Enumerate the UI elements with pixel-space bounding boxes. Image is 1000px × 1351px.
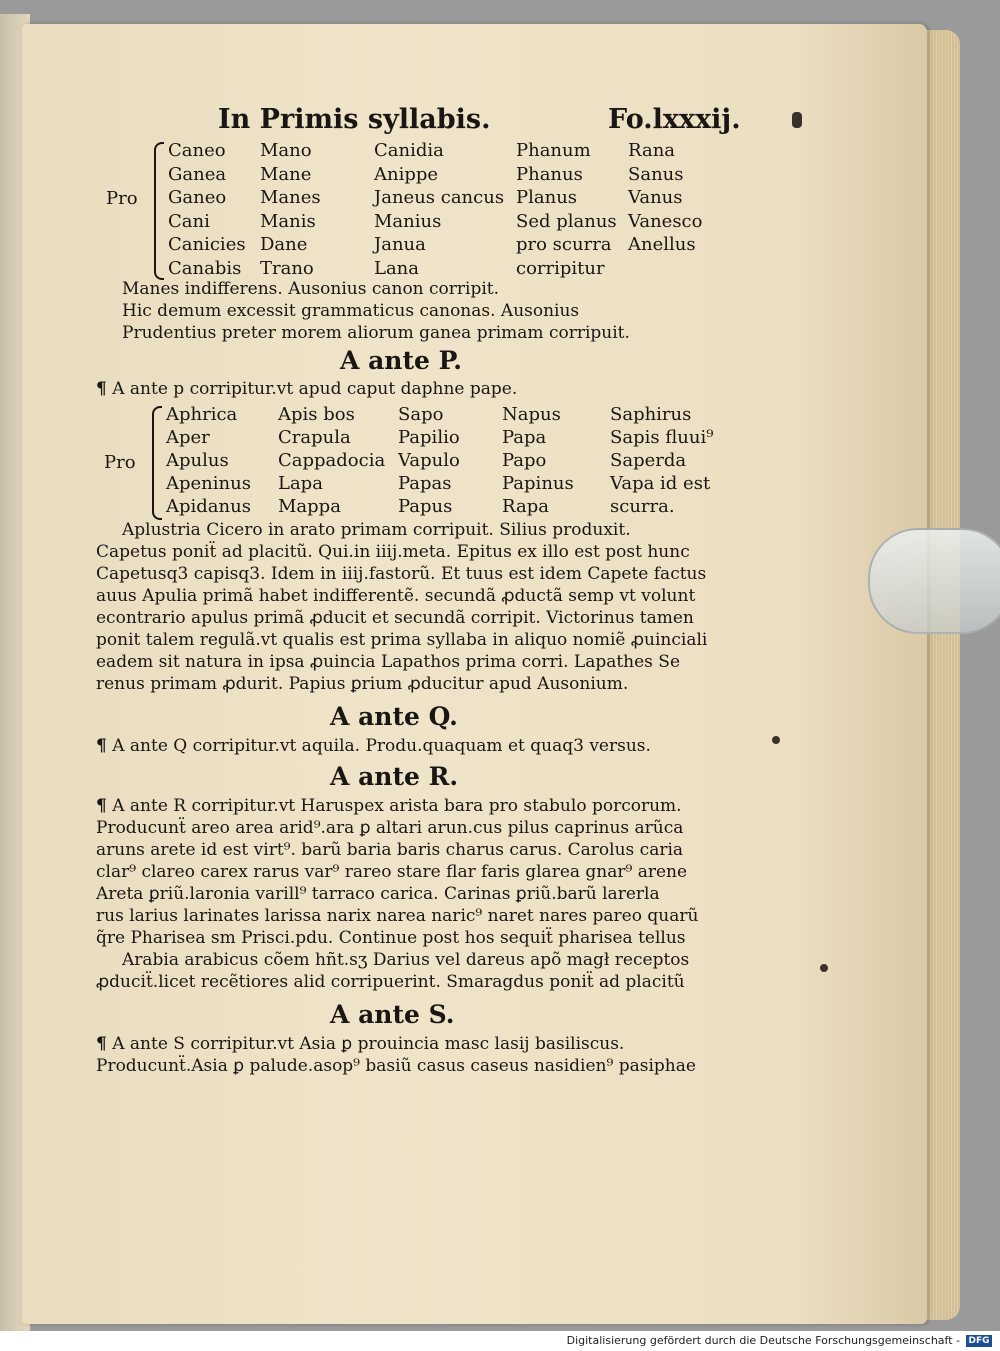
word-entry: Phanus [516, 163, 583, 185]
intro-text: A ante Q corripitur.vt aquila. Produ.quaquam et quaq3 versus. [112, 736, 651, 756]
word-entry: Mappa [278, 496, 341, 517]
word-entry: Janua [374, 234, 426, 255]
word-entry: Apulus [166, 450, 229, 471]
word-entry: Ganeo [168, 187, 227, 208]
text-line: Arabia arabicus cõem hñt.sʒ Darius vel dareus apõ magł receptos [122, 950, 690, 970]
text-line: Capetusq3 capisq3. Idem in iiij.fastorũ. Et tuus est idem Capete factus [96, 564, 707, 584]
word-entry: Apis bos [278, 404, 355, 425]
word-entry: Papo [502, 450, 547, 471]
word-entry: Cappadocia [278, 450, 386, 471]
text-line: Aplustria Cicero in arato primam corripuit. Silius produxit. [122, 520, 631, 540]
pilcrow-mark: ¶ [96, 1034, 107, 1054]
text-line: Manes indifferens. Ausonius canon corripit. [122, 279, 500, 299]
text-line: ꝓduciẗ.licet recẽtiores alid corripuerint. Smaragdus poniẗ ad placitũ [96, 972, 685, 992]
intro-text: A ante S corripitur.vt Asia ꝑ prouincia masc lasij basiliscus. [112, 1034, 625, 1054]
text-line: clar⁹ clareo carex rarus var⁹ rareo stare flar faris glarea gnar⁹ arene [96, 862, 688, 882]
running-head: In Primis syllabis. [218, 104, 491, 135]
word-entry: Crapula [278, 427, 351, 448]
intro-text: A ante p corripitur.vt apud caput daphne pape. [112, 379, 518, 399]
word-entry: Sanus [628, 163, 684, 185]
word-entry: Rapa [502, 496, 549, 517]
text-line: Producunẗ areo area arid⁹.ara ꝑ altari arun.cus pilus caprinus arũca [96, 818, 684, 838]
word-entry: Aper [166, 427, 210, 448]
word-entry: Apidanus [166, 496, 251, 517]
text-line: eadem sit natura in ipsa ꝓuincia Lapathos prima corri. Lapathes Se [96, 652, 681, 672]
section-heading-p: A ante P. [340, 346, 462, 375]
footer-credit: Digitalisierung gefördert durch die Deutsche Forschungsgemeinschaft - [566, 1334, 960, 1347]
word-entry: Caneo [168, 140, 226, 161]
word-entry: Mano [260, 140, 312, 161]
text-line: auus Apulia primã habet indifferentẽ. secundã ꝓductã semp vt volunt [96, 586, 696, 606]
text-line: Capetus poniẗ ad placitũ. Qui.in iiij.meta. Epitus ex illo est post hunc [96, 542, 690, 562]
word-entry: Manes [260, 187, 321, 208]
section-heading-s: A ante S. [330, 1000, 455, 1029]
word-entry: Manius [374, 210, 442, 232]
word-entry: Sapis fluui⁹ [610, 427, 714, 448]
page-clip [868, 528, 1000, 634]
text-line: econtrario apulus primã ꝓducit et secundã corripit. Victorinus tamen [96, 608, 694, 628]
word-entry: Mane [260, 163, 312, 185]
word-entry: Papas [398, 473, 452, 494]
word-entry: Saperda [610, 450, 687, 471]
word-entry: Papa [502, 427, 547, 448]
word-entry: Aphrica [166, 404, 238, 425]
dfg-logo: DFG [966, 1335, 992, 1347]
word-entry: Vapa id est [610, 473, 711, 494]
word-entry: Ganea [168, 163, 227, 185]
text-line: Producunẗ.Asia ꝑ palude.asop⁹ basiũ casus caseus nasidien⁹ pasiphae [96, 1056, 696, 1076]
word-entry: Cani [168, 210, 210, 232]
word-entry: Papilio [398, 427, 460, 448]
pilcrow-mark: ¶ [96, 379, 107, 399]
word-entry: Dane [260, 234, 308, 255]
word-entry: Lapa [278, 473, 323, 494]
word-entry: Papus [398, 496, 453, 517]
word-entry: Lana [374, 257, 420, 279]
word-entry: Canicies [168, 234, 246, 255]
section-intro-q [96, 736, 651, 756]
section-heading-q: A ante Q. [330, 702, 458, 731]
word-entry: Saphirus [610, 404, 692, 425]
word-entry: Sed planus [516, 210, 617, 232]
pro-label-1: Pro [106, 188, 138, 209]
book-page [22, 24, 927, 1324]
word-entry: Phanum [516, 140, 591, 161]
ink-spot [820, 964, 828, 972]
word-entry: Anellus [628, 234, 696, 255]
text-line: renus primam ꝓdurit. Papius ꝑrium ꝓducitur apud Ausonium. [96, 674, 629, 694]
word-entry: corripitur [516, 257, 605, 279]
word-entry: Vapulo [398, 450, 460, 471]
pilcrow-mark: ¶ [96, 796, 107, 816]
intro-text: A ante R corripitur.vt Haruspex arista bara pro stabulo porcorum. [112, 796, 682, 816]
word-entry: pro scurra [516, 234, 612, 255]
text-line: rus larius larinates larissa narix narea naric⁹ naret nares pareo quarũ [96, 906, 699, 926]
text-line: Prudentius preter morem aliorum ganea primam corripuit. [122, 323, 630, 343]
word-entry: Manis [260, 210, 316, 232]
section-heading-r: A ante R. [330, 762, 459, 791]
brace-2 [152, 406, 162, 520]
section-intro-p [96, 379, 517, 399]
text-line: aruns arete id est virt⁹. barũ baria baris charus carus. Carolus caria [96, 840, 684, 860]
word-entry: Janeus cancus [374, 187, 505, 208]
folio-number: Fo.lxxxij. [608, 104, 741, 135]
ink-spot [792, 112, 802, 128]
word-entry: Canidia [374, 140, 444, 161]
pilcrow-mark: ¶ [96, 736, 107, 756]
text-line: ponit talem regulã.vt qualis est prima syllaba in aliquo nomiẽ ꝓuinciali [96, 630, 708, 650]
word-entry: Trano [260, 257, 314, 279]
word-entry: Vanus [628, 187, 683, 208]
word-entry: Canabis [168, 257, 242, 279]
word-entry: Anippe [374, 163, 439, 185]
pro-label-2: Pro [104, 452, 136, 473]
word-entry: scurra. [610, 496, 675, 517]
brace-1 [154, 142, 164, 280]
text-line: q̃re Pharisea sm Prisci.pdu. Continue post hos sequiẗ pharisea tellus [96, 928, 686, 948]
word-entry: Planus [516, 187, 578, 208]
section-intro-r [96, 796, 682, 816]
word-entry: Vanesco [628, 210, 703, 232]
text-line: Areta ꝑriũ.laronia varill⁹ tarraco carica. Carinas ꝑriũ.barũ larerla [96, 884, 660, 904]
text-line: Hic demum excessit grammaticus canonas. Ausonius [122, 301, 580, 321]
word-entry: Napus [502, 404, 561, 425]
word-entry: Rana [628, 140, 676, 161]
section-intro-s [96, 1034, 624, 1054]
ink-spot [772, 736, 780, 744]
word-entry: Sapo [398, 404, 444, 425]
word-entry: Apeninus [166, 473, 251, 494]
word-entry: Papinus [502, 473, 574, 494]
